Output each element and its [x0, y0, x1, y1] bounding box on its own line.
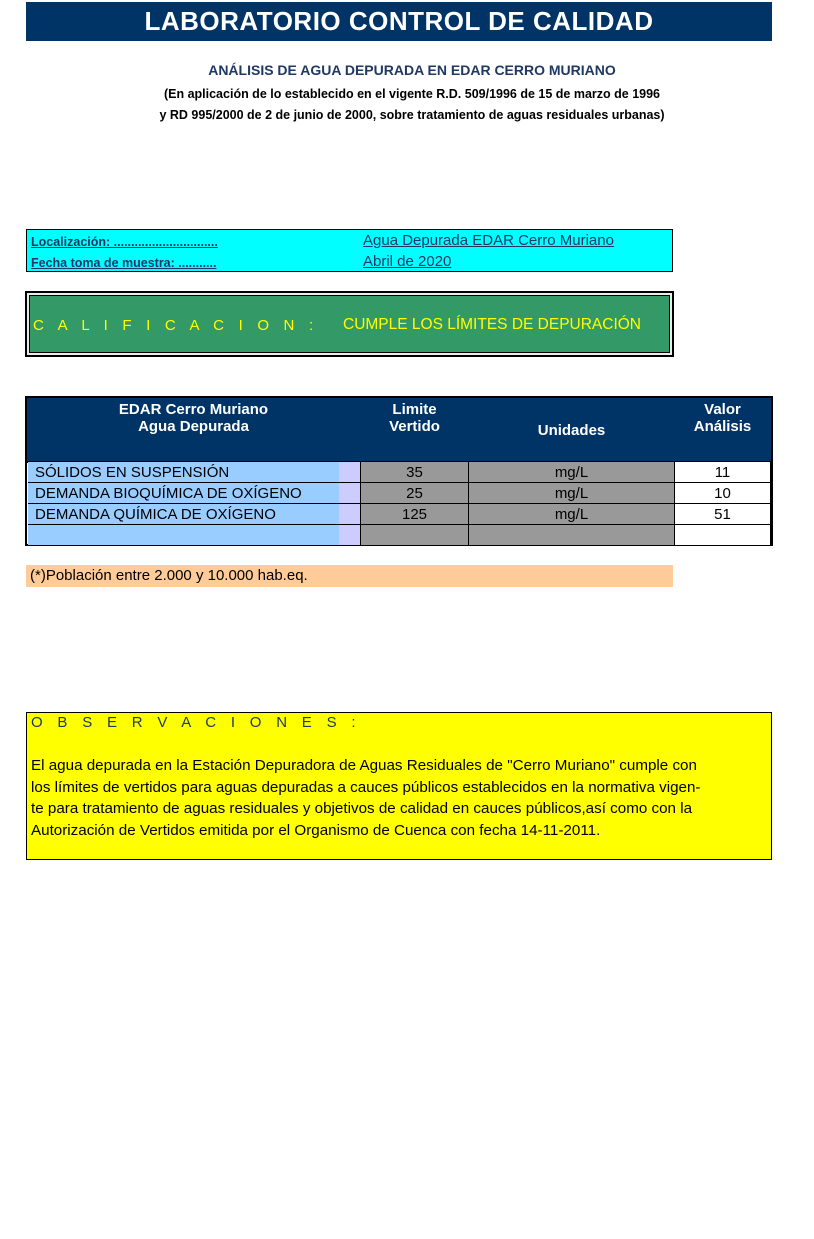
header-value-line1: Valor	[704, 401, 741, 418]
table-row-name: DEMANDA QUÍMICA DE OXÍGENO	[28, 504, 339, 525]
header-limit	[360, 398, 470, 461]
table-row-limit: 25	[360, 483, 469, 504]
table-row-spacer	[339, 483, 360, 504]
legal-reference-line-1: (En aplicación de lo establecido en el vigente R.D. 509/1996 de 15 de marzo de 1996	[163, 87, 661, 101]
population-note: (*)Población entre 2.000 y 10.000 hab.eq.	[26, 565, 673, 587]
table-row-value: 11	[674, 462, 771, 483]
calificacion-label: C A L I F I C A C I O N :	[33, 317, 319, 334]
report-subtitle: ANÁLISIS DE AGUA DEPURADA EN EDAR CERRO MURIANO	[208, 62, 616, 78]
table-row-value: 10	[674, 483, 771, 504]
page-title: LABORATORIO CONTROL DE CALIDAD	[26, 2, 772, 41]
table-row-spacer	[339, 504, 360, 525]
sample-date-label: Fecha toma de muestra: ...........	[31, 256, 217, 270]
observaciones-line: El agua depurada en la Estación Depuradora de Aguas Residuales de "Cerro Muriano" cumple con	[31, 757, 697, 774]
table-row-spacer	[339, 525, 360, 546]
location-value: Agua Depurada EDAR Cerro Muriano	[363, 232, 614, 249]
observaciones-title: O B S E R V A C I O N E S :	[31, 714, 361, 731]
table-row-unit: mg/L	[469, 504, 674, 525]
table-row-name	[28, 525, 339, 546]
observaciones-box	[26, 712, 772, 860]
table-row-value: 51	[674, 504, 771, 525]
sample-info-box	[26, 229, 673, 272]
analysis-table	[25, 396, 773, 546]
table-row-unit: mg/L	[469, 462, 674, 483]
table-row-name: DEMANDA BIOQUÍMICA DE OXÍGENO	[28, 483, 339, 504]
calificacion-box	[25, 291, 674, 357]
observaciones-line: Autorización de Vertidos emitida por el Organismo de Cuenca con fecha 14-11-2011.	[31, 821, 601, 839]
sample-date-value: Abril de 2020	[363, 253, 452, 270]
header-edar	[27, 398, 361, 461]
header-value-line2: Análisis	[693, 418, 752, 435]
table-row-name: SÓLIDOS EN SUSPENSIÓN	[28, 462, 339, 483]
header-limit-line2: Vertido	[389, 418, 440, 435]
header-limit-line1: Limite	[392, 401, 437, 418]
header-units-label: Unidades	[537, 422, 606, 439]
table-row-unit: mg/L	[469, 483, 674, 504]
header-value	[674, 398, 771, 461]
table-row-limit: 125	[360, 504, 469, 525]
calificacion-value: CUMPLE LOS LÍMITES DE DEPURACIÓN	[343, 316, 642, 333]
observaciones-line: te para tratamiento de aguas residuales y objetivos de calidad en cauces públicos,así como con la	[31, 800, 693, 817]
table-row-limit: 35	[360, 462, 469, 483]
table-row-unit	[469, 525, 674, 546]
header-edar-line1: EDAR Cerro Muriano	[118, 401, 269, 418]
table-row-spacer	[339, 462, 360, 483]
header-edar-line2: Agua Depurada	[138, 418, 249, 435]
header-units	[469, 398, 675, 461]
table-row-limit	[360, 525, 469, 546]
location-label: Localización: ..............................	[31, 235, 218, 249]
observaciones-line: los límites de vertidos para aguas depuradas a cauces públicos establecidos en la normativa vigen-	[31, 778, 701, 796]
legal-reference-line-2: y RD 995/2000 de 2 de junio de 2000, sobre tratamiento de aguas residuales urbanas)	[159, 108, 665, 122]
observaciones-text	[31, 755, 767, 841]
table-row-value	[674, 525, 771, 546]
